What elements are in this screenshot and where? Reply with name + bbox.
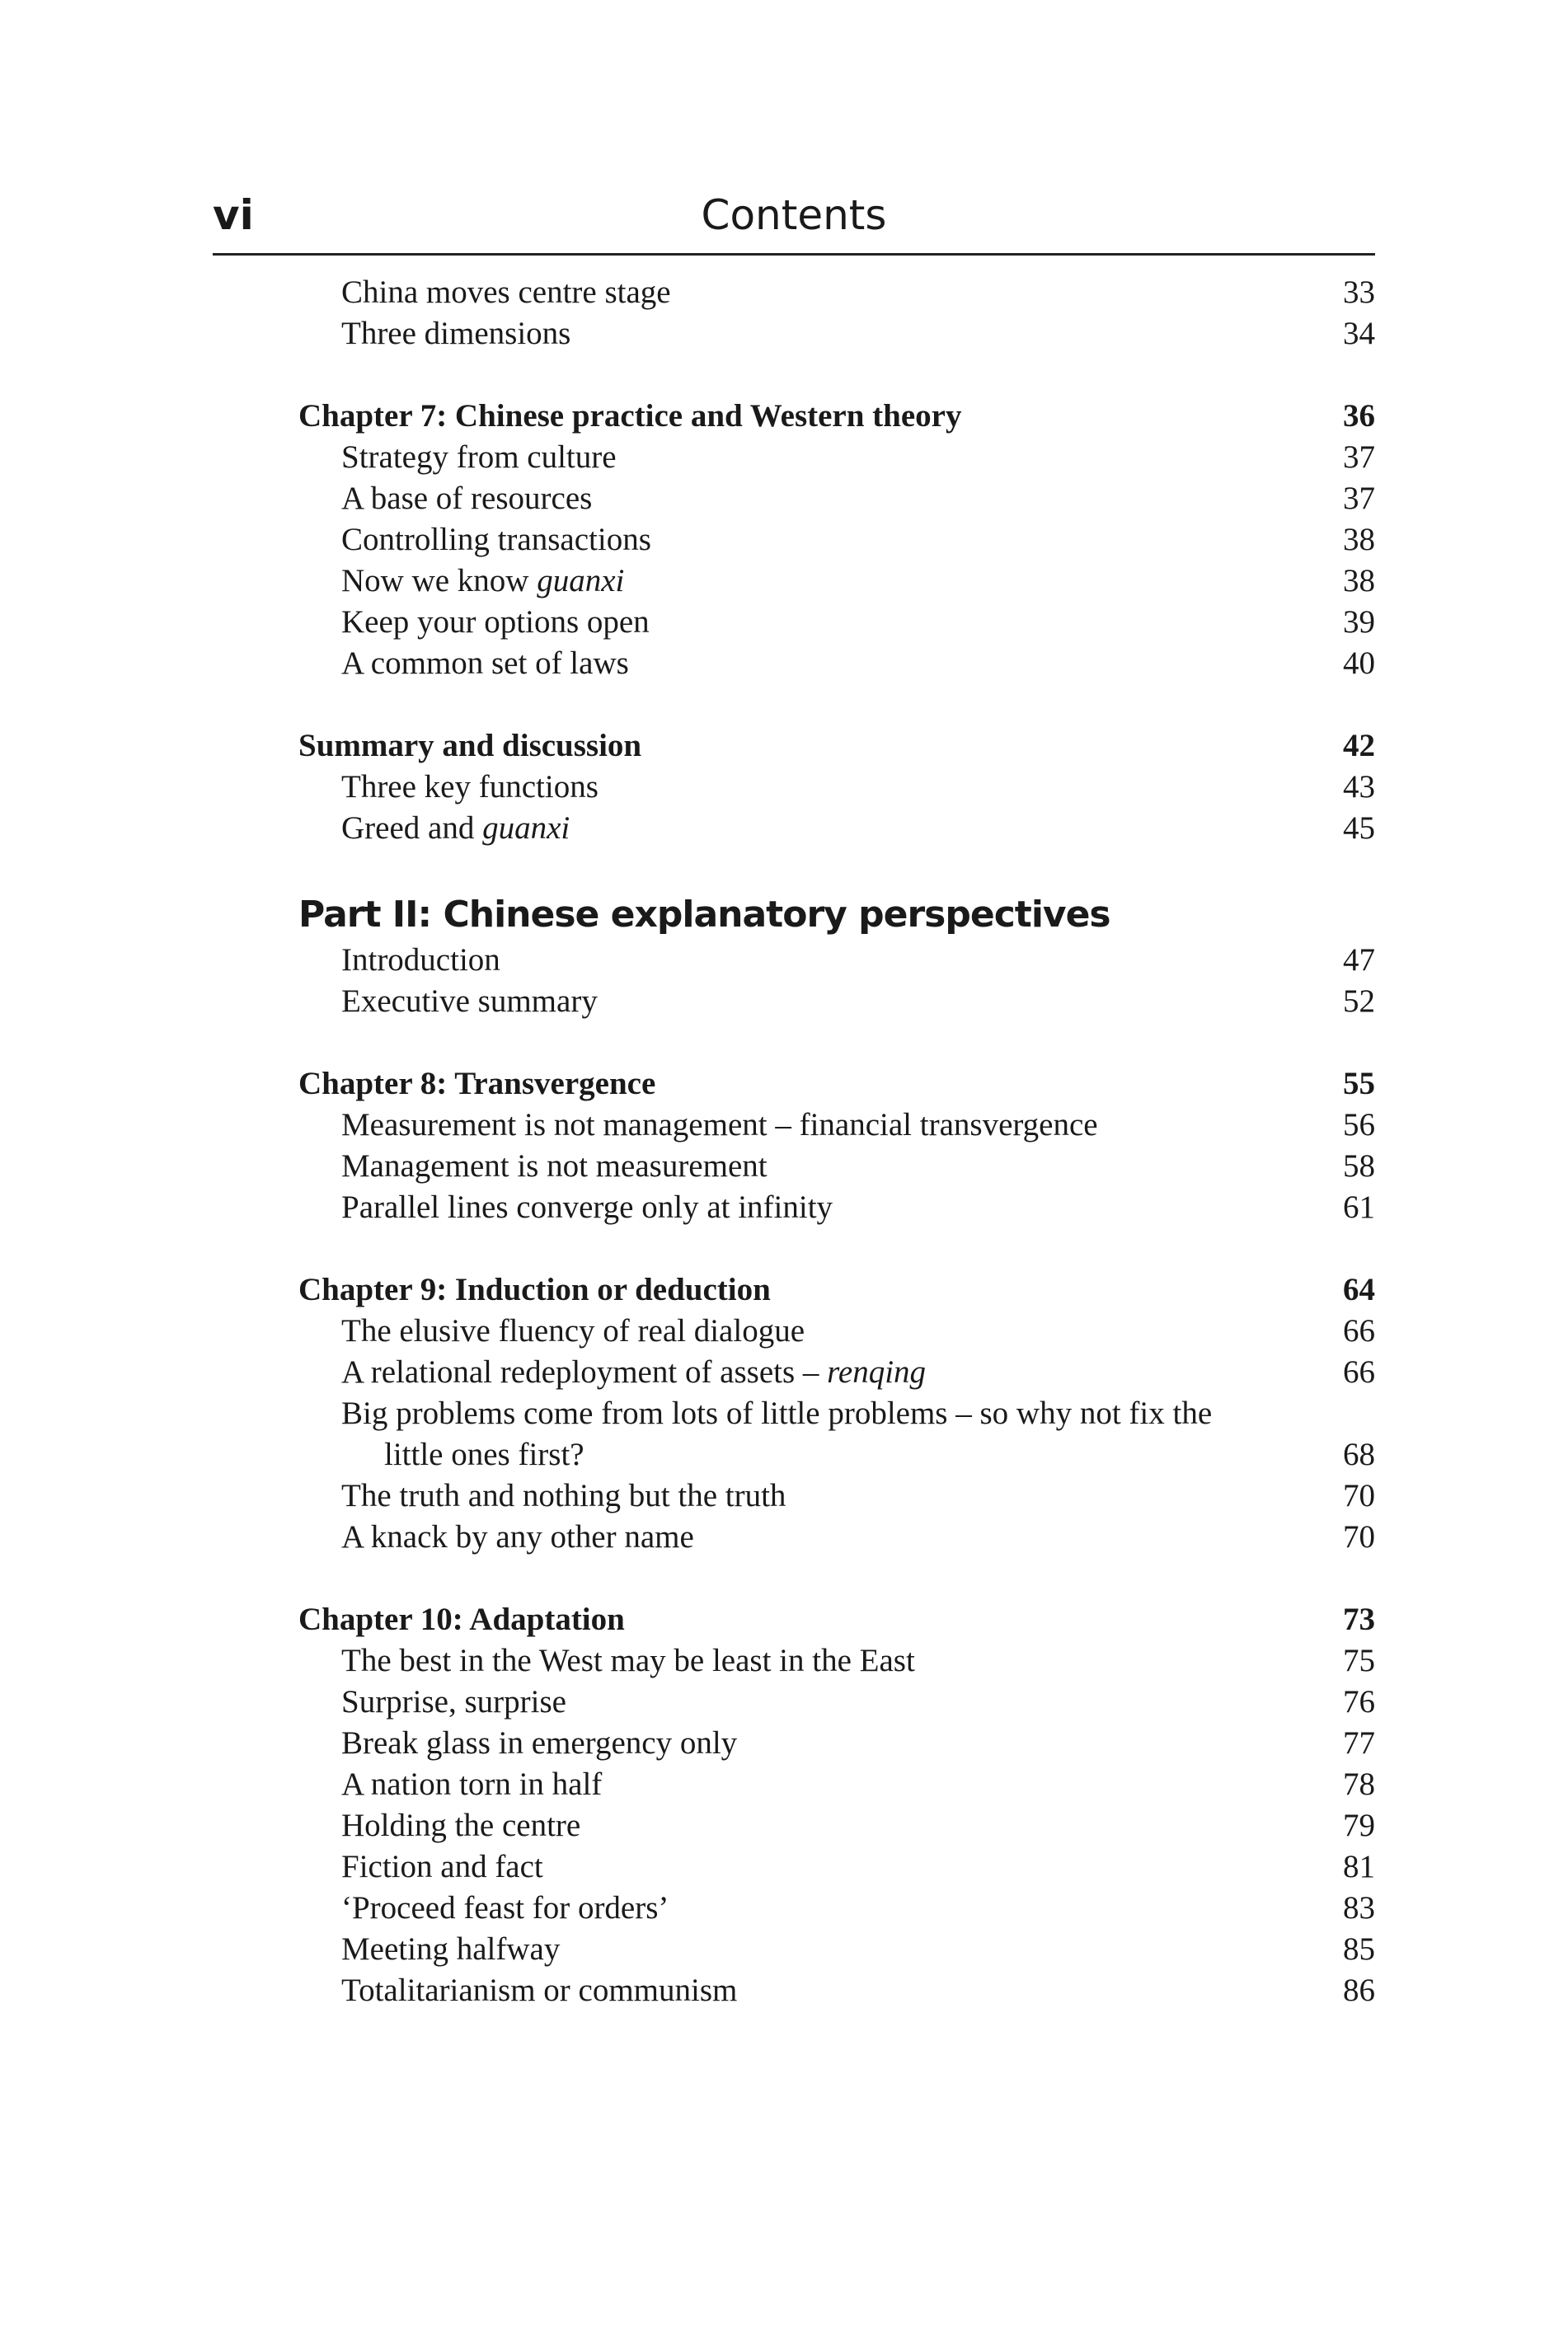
toc-entry-page: 79 — [1343, 1808, 1375, 1843]
toc-entry[interactable] — [298, 1888, 1375, 1929]
toc-entry-title: Introduction — [341, 942, 500, 978]
toc-entry-page: 66 — [1343, 1313, 1375, 1349]
toc-entry[interactable] — [298, 1640, 1375, 1682]
page-header — [213, 185, 1375, 256]
chapter-title: Chapter 8: Transvergence — [298, 1066, 656, 1101]
toc-entry[interactable] — [298, 1146, 1375, 1187]
toc-entry-title — [298, 1352, 1326, 1393]
toc-entry[interactable] — [298, 1393, 1375, 1476]
toc-entry-title: Strategy from culture — [341, 439, 617, 475]
toc-entry-page: 58 — [1343, 1148, 1375, 1184]
toc-entry-title — [298, 561, 1326, 602]
toc-entry-title: Keep your options open — [341, 604, 650, 640]
toc-entry-page: 43 — [1343, 769, 1375, 805]
chapter-page: 36 — [1343, 398, 1375, 434]
toc-entry-page: 76 — [1343, 1684, 1375, 1720]
chapter-page: 42 — [1343, 728, 1375, 763]
toc-entry[interactable] — [298, 313, 1375, 354]
toc-entry[interactable] — [298, 478, 1375, 519]
chapter-page: 73 — [1343, 1602, 1375, 1637]
toc-entry[interactable] — [298, 1970, 1375, 2011]
toc-entry-title: Management is not measurement — [341, 1148, 768, 1184]
toc-entry[interactable] — [298, 1476, 1375, 1517]
toc-entry-title: The best in the West may be least in the East — [341, 1643, 915, 1678]
chapter-title: Chapter 7: Chinese practice and Western theory — [298, 398, 962, 434]
toc-entry-title: Executive summary — [341, 983, 598, 1019]
toc-entry-title: A base of resources — [341, 481, 593, 516]
toc-entry-title: Surprise, surprise — [341, 1684, 566, 1720]
chapter-title: Summary and discussion — [298, 728, 642, 763]
toc-entry[interactable] — [298, 1764, 1375, 1805]
toc-entry[interactable] — [298, 1352, 1375, 1393]
toc-entry-page: 33 — [1343, 274, 1375, 310]
toc-entry-title: A nation torn in half — [341, 1767, 603, 1802]
toc-entry[interactable] — [298, 808, 1375, 849]
toc-entry-title: The truth and nothing but the truth — [341, 1478, 786, 1513]
toc-entry-title-text: Greed and — [341, 810, 483, 846]
toc-entry-title-text: Now we know — [341, 563, 538, 598]
toc-entry-page: 52 — [1343, 983, 1375, 1019]
toc-entry[interactable] — [298, 561, 1375, 602]
toc-entry[interactable] — [298, 940, 1375, 981]
toc-entry-title: Totalitarianism or communism — [341, 1973, 738, 2008]
toc-entry[interactable] — [298, 1311, 1375, 1352]
toc-entry[interactable] — [298, 437, 1375, 478]
toc-entry-page: 45 — [1343, 810, 1375, 846]
toc-entry-title: Three dimensions — [341, 316, 571, 351]
toc-entry-title: A common set of laws — [341, 645, 629, 681]
toc-entry-page: 56 — [1343, 1107, 1375, 1143]
chapter-title: Chapter 9: Induction or deduction — [298, 1272, 771, 1307]
toc-entry-title: The elusive fluency of real dialogue — [341, 1313, 805, 1349]
toc-entry[interactable] — [298, 1187, 1375, 1228]
toc-entry-title: Controlling transactions — [341, 522, 651, 557]
toc-chapter-8[interactable] — [298, 1063, 1375, 1105]
toc-entry-title: Holding the centre — [341, 1808, 581, 1843]
toc-entry[interactable] — [298, 1682, 1375, 1723]
toc-entry[interactable] — [298, 643, 1375, 684]
running-title: Contents — [701, 191, 887, 239]
toc-entry-title: China moves centre stage — [341, 274, 671, 310]
toc-chapter-10[interactable] — [298, 1599, 1375, 1640]
toc-entry-page: 75 — [1343, 1643, 1375, 1678]
toc-entry-title-italic: renqing — [827, 1354, 927, 1390]
toc-entry-title — [298, 808, 1326, 849]
toc-entry-page: 83 — [1343, 1890, 1375, 1926]
page-number: vi — [213, 191, 254, 239]
toc-entry-title: Break glass in emergency only — [341, 1725, 738, 1761]
toc-entry[interactable] — [298, 519, 1375, 561]
toc-entry[interactable] — [298, 981, 1375, 1022]
toc-entry-title: Measurement is not management – financial transvergence — [341, 1107, 1098, 1143]
toc-entry[interactable] — [298, 1846, 1375, 1888]
toc-chapter-7[interactable] — [298, 396, 1375, 437]
toc-entry-page: 85 — [1343, 1931, 1375, 1967]
toc-summary[interactable] — [298, 725, 1375, 767]
toc-entry-page: 37 — [1343, 481, 1375, 516]
chapter-page: 55 — [1343, 1066, 1375, 1101]
toc-entry-page: 68 — [1343, 1437, 1375, 1472]
toc-entry-title: Big problems come from lots of little problems – so why not fix the little ones first? — [341, 1396, 1213, 1472]
toc-entry-page: 61 — [1343, 1189, 1375, 1225]
toc-entry[interactable] — [298, 602, 1375, 643]
toc-entry-page: 39 — [1343, 604, 1375, 640]
toc-entry-title: ‘Proceed feast for orders’ — [341, 1890, 669, 1926]
toc-entry-page: 70 — [1343, 1478, 1375, 1513]
toc-entry-title: Meeting halfway — [341, 1931, 561, 1967]
toc-entry-title-italic: guanxi — [482, 810, 570, 846]
chapter-page: 64 — [1343, 1272, 1375, 1307]
toc-entry-page: 66 — [1343, 1354, 1375, 1390]
toc-entry-page: 70 — [1343, 1519, 1375, 1555]
toc-entry-title: A knack by any other name — [341, 1519, 694, 1555]
toc-entry-page: 37 — [1343, 439, 1375, 475]
chapter-title: Chapter 10: Adaptation — [298, 1602, 625, 1637]
part-heading[interactable]: Part II: Chinese explanatory perspectives — [298, 894, 1110, 936]
toc-entry-page: 78 — [1343, 1767, 1375, 1802]
toc-entry[interactable] — [298, 1805, 1375, 1846]
toc-entry[interactable] — [298, 1929, 1375, 1970]
toc-entry[interactable] — [298, 1723, 1375, 1764]
toc-entry[interactable] — [298, 1517, 1375, 1558]
toc-entry-title: Three key functions — [341, 769, 599, 805]
toc-entry[interactable] — [298, 767, 1375, 808]
toc-entry-title: Parallel lines converge only at infinity — [341, 1189, 833, 1225]
table-of-contents — [298, 272, 1375, 2011]
toc-entry[interactable] — [298, 272, 1375, 313]
toc-entry-page: 38 — [1343, 563, 1375, 598]
toc-entry-title-text: A relational redeployment of assets – — [341, 1354, 828, 1390]
toc-entry-title-italic: guanxi — [537, 563, 625, 598]
toc-entry-page: 86 — [1343, 1973, 1375, 2008]
toc-entry-page: 77 — [1343, 1725, 1375, 1761]
toc-entry-page: 47 — [1343, 942, 1375, 978]
toc-chapter-9[interactable] — [298, 1269, 1375, 1311]
toc-entry-page: 81 — [1343, 1849, 1375, 1884]
toc-entry-page: 40 — [1343, 645, 1375, 681]
toc-entry[interactable] — [298, 1105, 1375, 1146]
toc-entry-page: 34 — [1343, 316, 1375, 351]
toc-entry-page: 38 — [1343, 522, 1375, 557]
toc-entry-title: Fiction and fact — [341, 1849, 543, 1884]
